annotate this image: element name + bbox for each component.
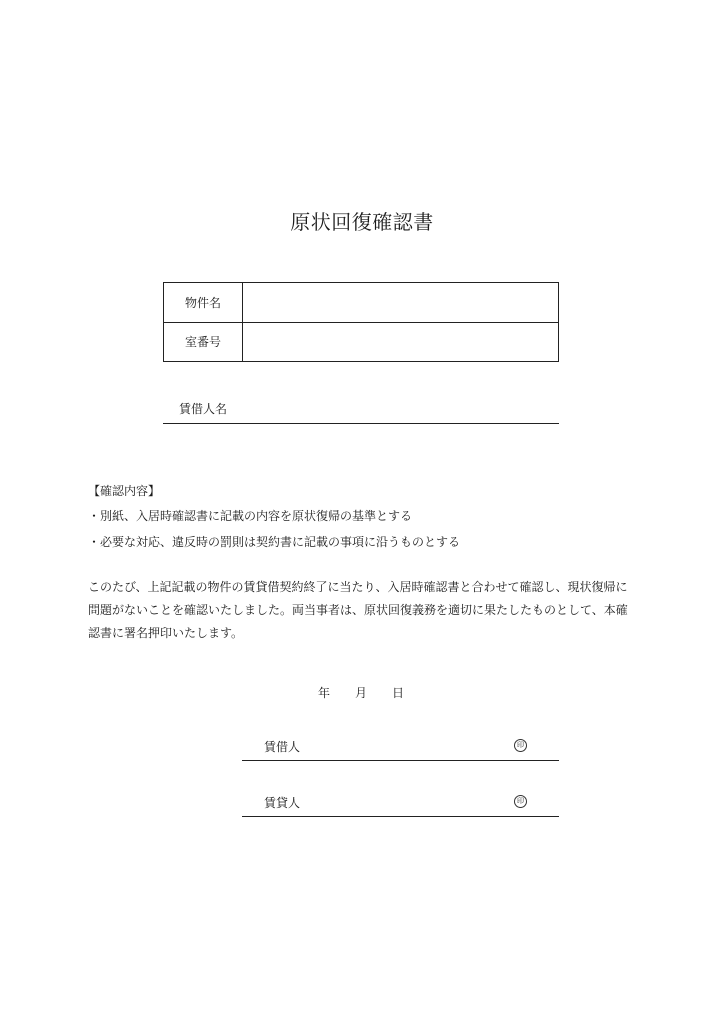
property-name-field[interactable] — [243, 283, 559, 323]
room-number-label: 室番号 — [164, 322, 243, 362]
tenant-name-label: 賃借人名 — [179, 402, 228, 416]
confirmation-item-2: ・必要な対応、違反時の罰則は契約書に記載の事項に沿うものとする — [88, 535, 461, 549]
confirmation-item-1: ・別紙、入居時確認書に記載の内容を原状復帰の基準とする — [88, 509, 413, 523]
date-year-label: 年 — [318, 686, 331, 700]
property-name-label: 物件名 — [164, 283, 243, 323]
table-row — [164, 322, 559, 362]
date-month-label: 月 — [355, 686, 368, 700]
room-number-field[interactable] — [243, 322, 559, 362]
statement-paragraph — [88, 576, 648, 645]
tenant-signature-label: 賃借人 — [264, 740, 301, 754]
statement-line-2: 問題がないことを確認いたしました。両当事者は、原状回復義務を適切に果たしたものとして、本確 — [88, 603, 628, 617]
seal-icon: 印 — [514, 739, 527, 752]
table-row — [164, 283, 559, 323]
landlord-signature-line[interactable] — [242, 792, 559, 817]
tenant-signature-line[interactable] — [242, 736, 559, 761]
statement-line-1: このたび、上記記載の物件の賃貸借契約終了に当たり、入居時確認書と合わせて確認し、現状復帰に — [88, 580, 628, 594]
landlord-signature-label: 賃貸人 — [264, 796, 301, 810]
property-table — [163, 282, 559, 362]
tenant-name-line[interactable] — [163, 397, 559, 424]
document-title: 原状回復確認書 — [290, 210, 434, 234]
seal-icon: 印 — [514, 795, 527, 808]
confirmation-heading: 【確認内容】 — [88, 484, 161, 498]
statement-line-3: 認書に署名押印いたします。 — [88, 626, 244, 640]
date-day-label: 日 — [392, 686, 405, 700]
